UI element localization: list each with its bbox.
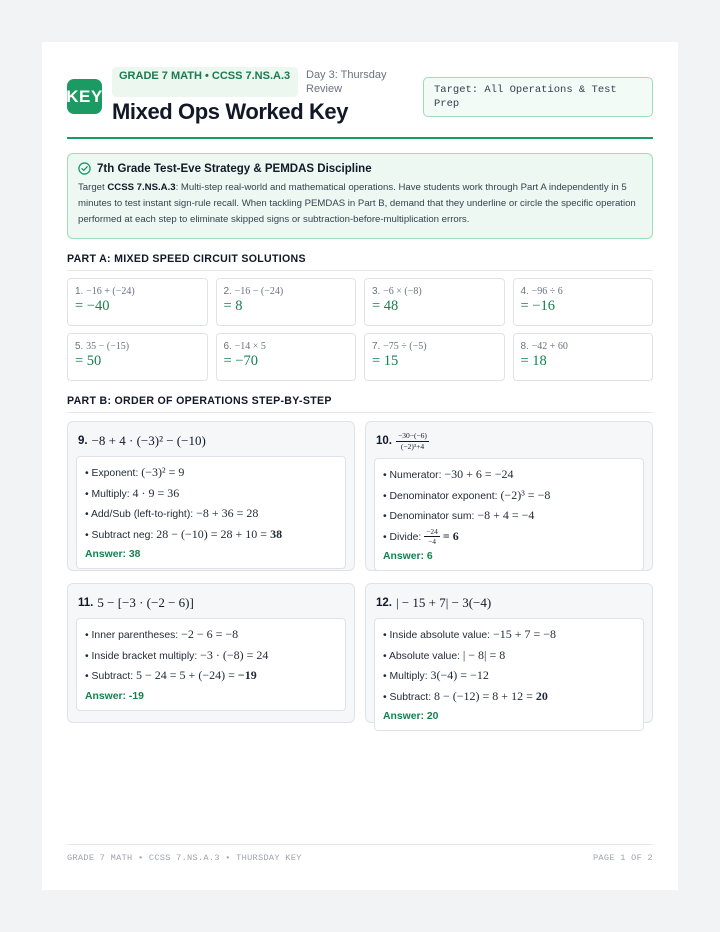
callout-standard: CCSS 7.NS.A.3	[107, 182, 176, 193]
fraction-numerator: −24	[426, 526, 438, 536]
header-divider	[67, 137, 653, 139]
problem-header	[374, 430, 644, 452]
step-math: 4 · 9 = 36	[132, 485, 180, 500]
step-item: • Inner parentheses: −2 − 6 = −8	[85, 627, 239, 641]
item-expression: −42 + 60	[531, 341, 568, 352]
strategy-callout	[67, 153, 653, 239]
callout-body-text: Target	[78, 182, 108, 193]
problem-card-11	[67, 583, 355, 723]
step-label: Inside bracket multiply:	[91, 650, 201, 662]
callout-title: 7th Grade Test-Eve Strategy & PEMDAS Discipline	[97, 162, 372, 175]
item-expression: 35 − (−15)	[86, 341, 130, 352]
footer-label: GRADE 7 MATH • CCSS 7.NS.A.3 • THURSDAY KEY	[67, 853, 302, 863]
problem-number: 12.	[376, 597, 392, 609]
item-number: 6.	[223, 341, 232, 352]
item-expression: −96 ÷ 6	[531, 286, 563, 297]
answer-label: Answer: 6	[383, 551, 433, 562]
step-math: −8 + 36 = 28	[196, 506, 259, 520]
step-item: • Absolute value: | − 8| = 8	[383, 647, 506, 662]
speed-item	[67, 333, 208, 381]
key-logo: KEY	[67, 79, 102, 114]
step-label: Multiply:	[389, 671, 431, 682]
problem-header	[76, 592, 346, 614]
item-answer: = 8	[223, 298, 243, 314]
answer-label: Answer: 20	[383, 711, 439, 722]
part-a-heading: PART A: MIXED SPEED CIRCUIT SOLUTIONS	[67, 253, 653, 271]
item-number: 1.	[75, 286, 84, 297]
step-item: • Inside absolute value: −15 + 7 = −8	[383, 627, 557, 641]
step-label: Add/Sub (left-to-right):	[90, 509, 197, 520]
step-label: Inside absolute value:	[389, 630, 493, 641]
step-item: • Inside bracket multiply: −3 · (−8) = 24	[85, 647, 269, 662]
step-item: • Subtract: 8 − (−12) = 8 + 12 = 20	[383, 688, 548, 703]
step-math: −2 − 6 = −8	[181, 627, 239, 641]
step-result: 20	[535, 688, 548, 703]
step-label: Denominator sum:	[389, 511, 478, 522]
fraction-denominator: (−2)³+4	[400, 441, 425, 451]
step-math: 3(−4) = −12	[430, 668, 489, 682]
day-label: Day 3: Thursday Review	[306, 69, 387, 95]
speed-item	[216, 333, 357, 381]
step-item: • Denominator exponent: (−2)³ = −8	[383, 487, 551, 502]
item-number: 5.	[75, 341, 84, 352]
item-number: 8.	[520, 341, 529, 352]
answer-label: Answer: -19	[85, 690, 144, 702]
item-expression: −6 × (−8)	[383, 286, 422, 297]
step-result: = 6	[439, 528, 459, 543]
step-item: • Denominator sum: −8 + 4 = −4	[383, 508, 535, 522]
step-label: Denominator exponent:	[389, 490, 501, 502]
answer-label: Answer: 38	[85, 549, 141, 560]
step-result: −19	[237, 668, 257, 682]
item-expression: −14 × 5	[234, 341, 266, 352]
item-answer: = −70	[223, 353, 258, 369]
problem-expression: −8 + 4 · (−3)² − (−10)	[91, 433, 206, 448]
problem-number: 9.	[78, 435, 88, 447]
part-b-heading: PART B: ORDER OF OPERATIONS STEP-BY-STEP	[67, 395, 653, 413]
problem-number: 10.	[376, 435, 392, 447]
step-label: Subtract:	[91, 671, 137, 682]
step-item: • Subtract neg: 28 − (−10) = 28 + 10 = 38	[85, 526, 283, 541]
step-item: • Add/Sub (left-to-right): −8 + 36 = 28	[85, 506, 259, 520]
step-math: 8 − (−12) = 8 + 12 =	[434, 688, 536, 703]
problem-header	[76, 430, 346, 452]
item-answer: = 50	[75, 353, 102, 369]
callout-body	[78, 180, 642, 228]
step-math: 5 − 24 = 5 + (−24) =	[136, 668, 238, 682]
step-item: • Numerator: −30 + 6 = −24	[383, 467, 514, 481]
step-math: (−2)³ = −8	[500, 487, 551, 502]
step-result: 38	[270, 526, 283, 541]
step-fraction	[424, 528, 440, 546]
speed-item	[513, 333, 654, 381]
item-expression: −75 ÷ (−5)	[383, 341, 427, 352]
step-label: Numerator:	[389, 470, 445, 481]
item-answer: = −40	[75, 298, 110, 314]
step-math: −8 + 4 = −4	[477, 508, 535, 522]
step-label: Subtract neg:	[91, 529, 157, 541]
fraction-numerator: −30−(−6)	[398, 431, 427, 440]
step-math: −3 · (−8) = 24	[200, 647, 269, 662]
problem-expression: | − 15 + 7| − 3(−4)	[396, 595, 492, 610]
step-item: • Divide: $\frac{-24}{-4}$ = 6	[383, 526, 459, 547]
step-math: 28 − (−10) = 28 + 10 =	[156, 526, 271, 541]
item-answer: = 15	[372, 353, 399, 369]
page-number: PAGE 1 OF 2	[592, 853, 653, 863]
footer-divider	[67, 844, 653, 845]
step-item: • Multiply: 4 · 9 = 36	[85, 485, 180, 500]
worksheet-page	[42, 42, 678, 890]
steps-box	[374, 618, 644, 731]
speed-item	[216, 278, 357, 326]
step-item: • Subtract: 5 − 24 = 5 + (−24) = −19	[85, 668, 257, 682]
speed-item	[513, 278, 654, 326]
step-math: −30 + 6 = −24	[444, 467, 514, 481]
target-box: Target: All Operations & Test Prep	[423, 77, 653, 117]
speed-item	[67, 278, 208, 326]
speed-item	[364, 333, 505, 381]
steps-box	[374, 458, 644, 571]
step-math: −15 + 7 = −8	[492, 627, 557, 641]
item-number: 7.	[372, 341, 381, 352]
problem-card-12	[365, 583, 653, 723]
step-label: Exponent:	[91, 468, 142, 479]
part-a-grid	[67, 278, 653, 381]
problem-card-10	[365, 421, 653, 571]
step-item: • Multiply: 3(−4) = −12	[383, 668, 489, 682]
step-math: | − 8| = 8	[462, 647, 506, 662]
item-answer: = 18	[520, 353, 547, 369]
item-answer: = −16	[520, 298, 555, 314]
step-math: (−3)² = 9	[141, 465, 185, 479]
item-number: 2.	[223, 286, 232, 297]
step-label: Multiply:	[91, 488, 133, 500]
problem-number: 11.	[78, 597, 94, 609]
step-label: Subtract:	[389, 691, 435, 703]
step-label: Divide:	[389, 531, 425, 543]
callout-body-text: : Multi-step real-world and mathematical operations. Have students work through Part A independently in 5 minutes to test instant sign-rule recall. When tackling PEMDAS in Part B, demand that they underline or circle the specific operation performed at each step to eliminate skipped signs or subtraction-before-multiplication errors.	[78, 182, 636, 225]
steps-box	[76, 618, 346, 711]
fraction-denominator: −4	[428, 537, 437, 547]
step-label: Absolute value:	[388, 650, 463, 662]
speed-item	[364, 278, 505, 326]
item-expression: −16 + (−24)	[86, 286, 135, 297]
callout-heading	[78, 162, 642, 175]
problem-card-9	[67, 421, 355, 571]
item-number: 4.	[520, 286, 529, 297]
page-title: Mixed Ops Worked Key	[112, 99, 349, 124]
item-answer: = 48	[372, 298, 399, 314]
step-item: • Exponent: (−3)² = 9	[85, 465, 185, 479]
item-number: 3.	[372, 286, 381, 297]
problem-fraction	[396, 432, 429, 450]
problem-header	[374, 592, 644, 614]
check-circle-icon	[78, 162, 91, 175]
problem-expression: 5 − [−3 · (−2 − 6)]	[97, 595, 194, 610]
grade-badge: GRADE 7 MATH • CCSS 7.NS.A.3	[112, 67, 298, 97]
step-label: Inner parentheses:	[91, 630, 182, 641]
steps-box	[76, 456, 346, 569]
item-expression: −16 − (−24)	[234, 286, 284, 297]
